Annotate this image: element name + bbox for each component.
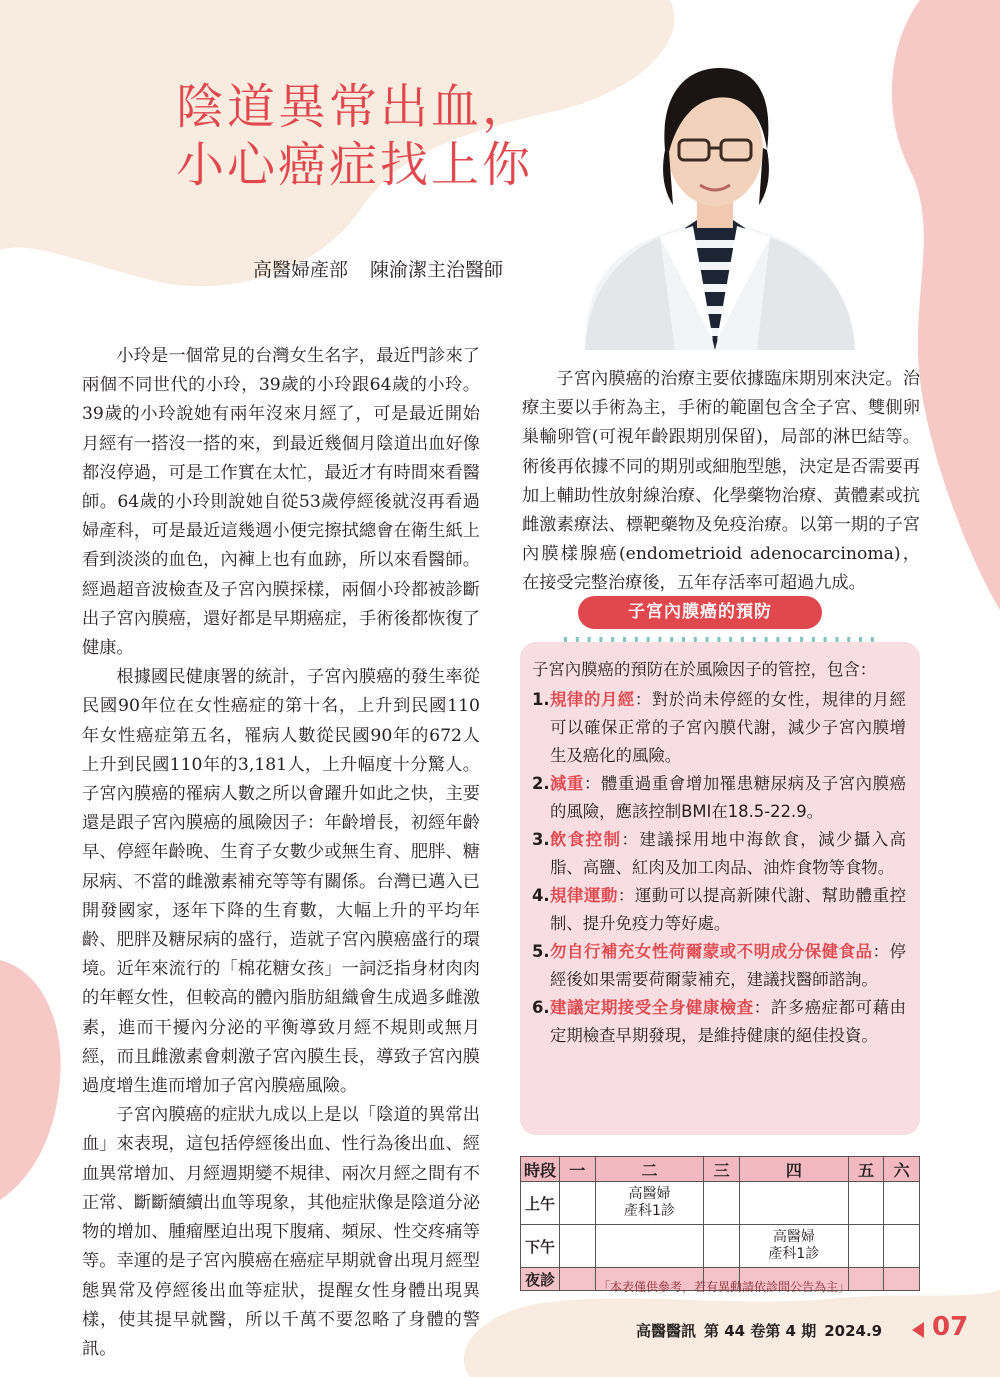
prevention-item bbox=[532, 938, 906, 994]
prevention-item-text: ：對於尚未停經的女性，規律的月經可以確保正常的子宮內膜代謝，減少子宮內膜增生及癌化的風險。 bbox=[550, 690, 907, 765]
schedule-header-cell: 二 bbox=[595, 1157, 704, 1182]
schedule-row-label: 下午 bbox=[521, 1225, 560, 1268]
title-line-2: 小心癌症找上你 bbox=[176, 137, 534, 193]
right-article-column bbox=[522, 365, 920, 599]
page-title bbox=[176, 78, 533, 194]
author-name: 陳渝潔主治醫師 bbox=[370, 259, 504, 281]
paragraph-intro: 小玲是一個常見的台灣女生名字，最近門診來了兩個不同世代的小玲，39歲的小玲跟64歲的小玲。39歲的小玲說她有兩年沒來月經了，可是最近開始月經有一搭沒一搭的來，到最近幾個月陰道出血好像都沒停過，可是工作實在太忙，最近才有時間來看醫師。64歲的小玲則說她自從53歲停經後就沒再看過婦產科，可是最近這幾週小便完擦拭總會在衛生紙上看到淡淡的血色，內褲上也有血跡，所以來看醫師。經過超音波檢查及子宮內膜採樣，兩個小玲都被診斷出子宮內膜癌，還好都是早期癌症，手術後都恢復了健康。 bbox=[82, 346, 480, 659]
prevention-item-title: 飲食控制 bbox=[550, 830, 622, 849]
prevention-item bbox=[532, 686, 906, 770]
left-article-column bbox=[82, 342, 480, 1364]
schedule-row-afternoon bbox=[521, 1225, 920, 1268]
prevention-item-number: 3. bbox=[532, 830, 550, 849]
schedule-cell bbox=[884, 1268, 920, 1291]
schedule-header-cell: 四 bbox=[739, 1157, 848, 1182]
prevention-item-text: ：建議採用地中海飲食，減少攝入高脂、高鹽、紅肉及加工肉品、油炸食物等食物。 bbox=[550, 830, 907, 877]
page-footer bbox=[636, 1320, 882, 1341]
prevention-item-title: 勿自行補充女性荷爾蒙或不明成分保健食品 bbox=[550, 942, 873, 961]
prevention-item-title: 規律運動 bbox=[550, 886, 618, 905]
schedule-cell bbox=[560, 1225, 596, 1268]
schedule-cell: 高醫婦 產科1診 bbox=[739, 1225, 848, 1268]
schedule-cell bbox=[848, 1182, 884, 1225]
prevention-item-text: ：許多癌症都可藉由定期檢查早期發現，是維持健康的絕佳投資。 bbox=[550, 998, 906, 1045]
schedule-header-row bbox=[521, 1157, 920, 1182]
prevention-item-title: 建議定期接受全身健康檢查 bbox=[550, 998, 754, 1017]
clinic-schedule-table bbox=[520, 1156, 920, 1291]
paragraph-treatment: 子宮內膜癌的治療主要依據臨床期別來決定。治療主要以手術為主，手術的範圍包含全子宮、雙側卵巢輸卵管(可視年齡跟期別保留)，局部的淋巴結等。術後再依據不同的期別或細胞型態，決定是否需要再加上輔助性放射線治療、化學藥物治療、黃體素或抗雌激素療法、標靶藥物及免疫治療。以第一期的子宮內膜樣腺癌(endometrioid adenocarcinoma)，在接受完整治療後，五年存活率可超過九成。 bbox=[522, 369, 920, 594]
page-number: 07 bbox=[932, 1312, 969, 1342]
schedule-row-label: 上午 bbox=[521, 1182, 560, 1225]
prevention-item bbox=[532, 770, 906, 826]
author-department: 高醫婦產部 bbox=[253, 259, 349, 281]
schedule-row-label: 夜診 bbox=[521, 1268, 560, 1291]
pink-blob-left bbox=[0, 960, 70, 1210]
prevention-box bbox=[520, 642, 920, 1135]
schedule-header-cell: 六 bbox=[884, 1157, 920, 1182]
schedule-header-cell: 三 bbox=[704, 1157, 740, 1182]
schedule-cell bbox=[848, 1225, 884, 1268]
schedule-header-cell: 一 bbox=[560, 1157, 596, 1182]
prevention-item-title: 減重 bbox=[550, 774, 584, 793]
schedule-cell bbox=[739, 1182, 848, 1225]
journal-name: 高醫醫訊 bbox=[636, 1322, 697, 1340]
prevention-item-text: ：停經後如果需要荷爾蒙補充，建議找醫師諮詢。 bbox=[550, 942, 907, 989]
schedule-header-cell: 五 bbox=[848, 1157, 884, 1182]
schedule-cell bbox=[848, 1268, 884, 1291]
author-byline bbox=[253, 255, 503, 282]
prevention-item-number: 5. bbox=[532, 942, 550, 961]
prevention-item-title: 規律的月經 bbox=[550, 690, 635, 709]
prevention-item bbox=[532, 826, 906, 882]
prevention-item-number: 1. bbox=[532, 690, 550, 709]
paragraph-statistics: 根據國民健康署的統計，子宮內膜癌的發生率從民國90年位在女性癌症的第十名，上升到民國110年女性癌症第五名，罹病人數從民國90年的672人上升到民國110年的3,181人，上升幅度十分驚人。子宮內膜癌的罹病人數之所以會躍升如此之快，主要還是跟子宮內膜癌的風險因子：年齡增長，初經年齡早、停經年齡晚、生育子女數少或無生育、肥胖、糖尿病、不當的雌激素補充等等有關係。台灣已邁入已開發國家，逐年下降的生育數，大幅上升的平均年齡、肥胖及糖尿病的盛行，造就子宮內膜癌盛行的環境。近年來流行的「棉花糖女孩」一詞泛指身材肉肉的年輕女性，但較高的體內脂肪組織會生成過多雌激素，進而干擾內分泌的平衡導致月經不規則或無月經，而且雌激素會刺激子宮內膜生長，導致子宮內膜過度增生進而增加子宮內膜癌風險。 bbox=[82, 667, 480, 1097]
schedule-cell bbox=[560, 1268, 596, 1291]
issue-date: 2024.9 bbox=[824, 1322, 883, 1340]
schedule-cell bbox=[560, 1182, 596, 1225]
prevention-item-text: ：體重過重會增加罹患糖尿病及子宮內膜癌的風險，應該控制BMI在18.5-22.9。 bbox=[550, 774, 907, 821]
triangle-arrow-icon bbox=[912, 1322, 924, 1338]
schedule-cell bbox=[595, 1225, 704, 1268]
schedule-cell: 高醫婦 產科1診 bbox=[595, 1182, 704, 1225]
issue-number: 第 44 卷第 4 期 bbox=[704, 1322, 817, 1340]
prevention-intro: 子宮內膜癌的預防在於風險因子的管控，包含： bbox=[532, 660, 877, 679]
prevention-item-number: 2. bbox=[532, 774, 550, 793]
title-line-1: 陰道異常出血， bbox=[176, 79, 534, 135]
prevention-heading: 子宮內膜癌的預防 bbox=[578, 596, 822, 629]
schedule-note: 「本表僅供參考，若有異動請依診間公告為主」 bbox=[598, 1280, 851, 1294]
doctor-portrait-photo bbox=[565, 40, 865, 350]
prevention-item bbox=[532, 994, 906, 1050]
schedule-cell bbox=[884, 1182, 920, 1225]
schedule-cell bbox=[884, 1225, 920, 1268]
paragraph-symptoms: 子宮內膜癌的症狀九成以上是以「陰道的異常出血」來表現，這包括停經後出血、性行為後出血、經血異常增加、月經週期變不規律、兩次月經之間有不正常、斷斷續續出血等現象，其他症狀像是陰道分泌物的增加、腫瘤壓迫出現下腹痛、頻尿、性交疼痛等等。幸運的是子宮內膜癌在癌症早期就會出現月經型態異常及停經後出血等症狀，提醒女性身體出現異樣，使其提早就醫，所以千萬不要忽略了身體的警訊。 bbox=[82, 1105, 480, 1359]
prevention-item-text: ：運動可以提高新陳代謝、幫助體重控制、提升免疫力等好處。 bbox=[550, 886, 906, 933]
prevention-item-number: 6. bbox=[532, 998, 550, 1017]
schedule-row-morning bbox=[521, 1182, 920, 1225]
schedule-header-cell: 時段 bbox=[521, 1157, 560, 1182]
schedule-cell bbox=[704, 1182, 740, 1225]
schedule-cell bbox=[704, 1225, 740, 1268]
prevention-item-number: 4. bbox=[532, 886, 550, 905]
prevention-item bbox=[532, 882, 906, 938]
